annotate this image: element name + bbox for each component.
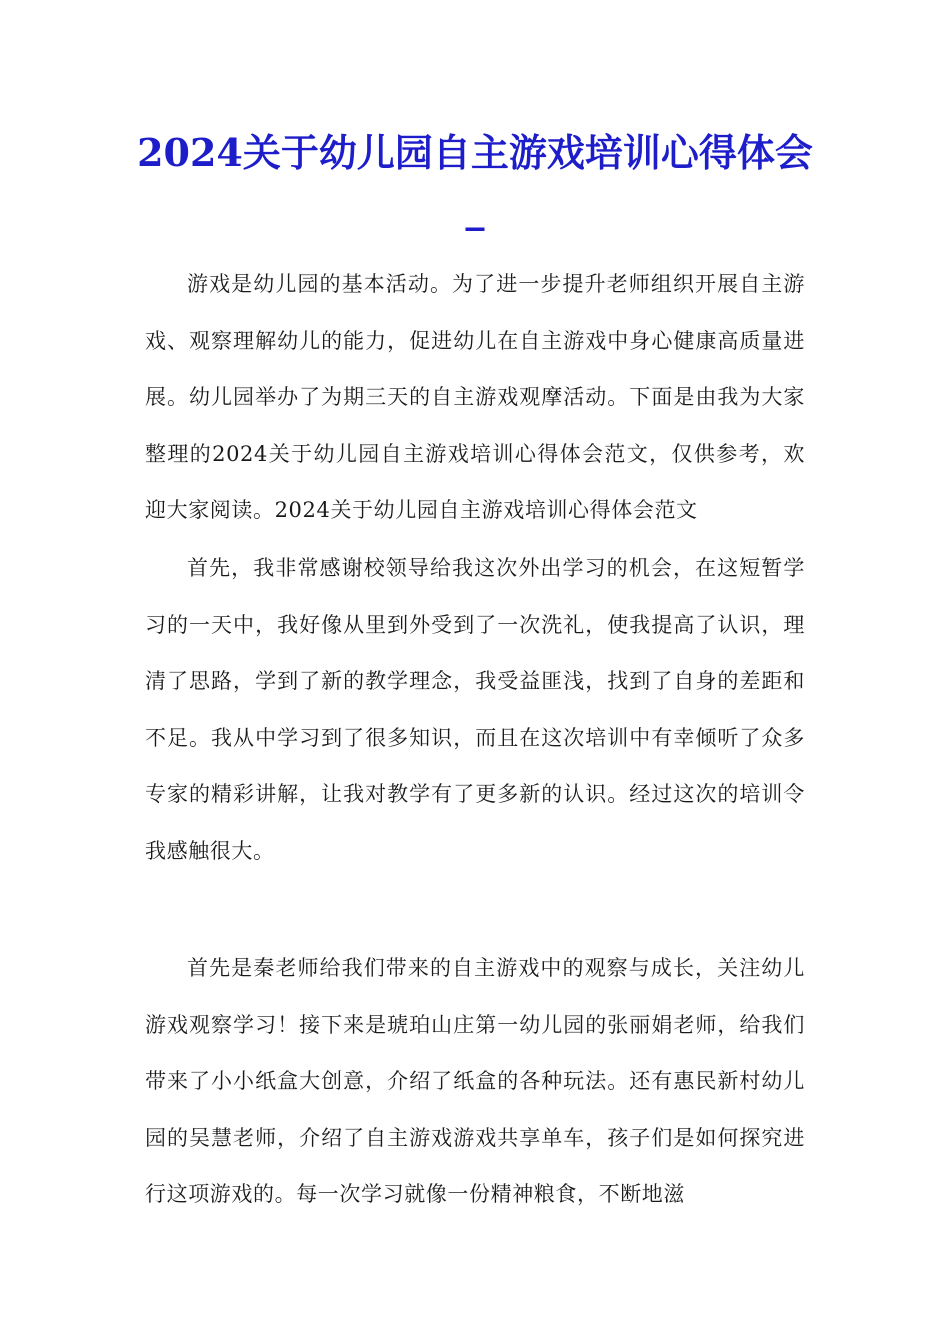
- paragraph-thanks: [145, 540, 805, 880]
- document-title: 2024关于幼儿园自主游戏培训心得体会_: [137, 130, 813, 231]
- paragraph-teachers: [145, 940, 805, 1223]
- paragraph-intro: [145, 256, 805, 539]
- paragraph-text: 首先是秦老师给我们带来的自主游戏中的观察与成长，关注幼儿游戏观察学习！接下来是琥珀山庄第一幼儿园的张丽娟老师，给我们带来了小小纸盒大创意，介绍了纸盒的各种玩法。还有惠民新村幼儿园的吴慧老师，介绍了自主游戏游戏共享单车，孩子们是如何探究进行这项游戏的。每一次学习就像一份精神粮食，不断地滋: [145, 956, 805, 1207]
- paragraph-text: 首先，我非常感谢校领导给我这次外出学习的机会，在这短暂学习的一天中，我好像从里到外受到了一次洗礼，使我提高了认识，理清了思路，学到了新的教学理念，我受益匪浅，找到了自身的差距和不足。我从中学习到了很多知识，而且在这次培训中有幸倾听了众多专家的精彩讲解，让我对教学有了更多新的认识。经过这次的培训令我感触很大。: [145, 556, 805, 863]
- paragraph-text: 游戏是幼儿园的基本活动。为了进一步提升老师组织开展自主游戏、观察理解幼儿的能力，促进幼儿在自主游戏中身心健康高质量进展。幼儿园举办了为期三天的自主游戏观摩活动。下面是由我为大家整理的2024关于幼儿园自主游戏培训心得体会范文，仅供参考，欢迎大家阅读。2024关于幼儿园自主游戏培训心得体会范文: [145, 272, 805, 523]
